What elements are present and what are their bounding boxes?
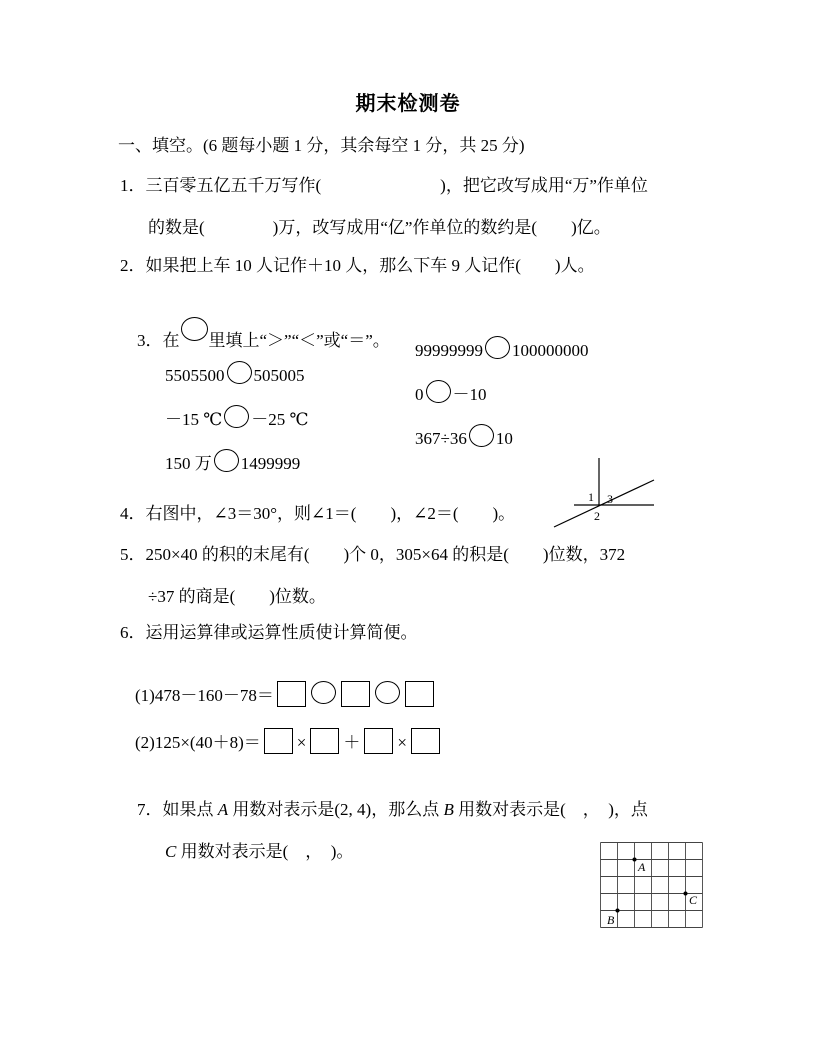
question-3-lead-before: 3．在: [137, 330, 180, 350]
point-c-label: C: [689, 893, 698, 907]
compare-left-b: 505005: [253, 365, 305, 385]
question-6-head: 6．运用运算律或运算性质使计算简便。: [120, 623, 418, 642]
blank-circle-icon: [426, 380, 451, 403]
compare-right-a: 99999999: [415, 341, 483, 360]
coordinate-grid: [600, 842, 704, 930]
compare-left-b: 1499999: [240, 453, 301, 473]
expression-1-prefix: (1)478－160－78＝: [135, 685, 274, 705]
point-a-label: A: [638, 860, 646, 874]
operator-multiply: ×: [296, 732, 307, 752]
compare-right-b: 10: [495, 429, 513, 448]
blank-circle-icon: [375, 681, 400, 704]
question-1-line-2: 的数是( )万，改写成用“亿”作单位的数约是( )亿。: [148, 218, 611, 237]
question-7-line-1: 7．如果点 A 用数对表示是(2, 4)，那么点 B 用数对表示是( ， )，点: [137, 799, 648, 819]
point-b-ref: B: [443, 799, 454, 819]
operator-multiply: ×: [397, 732, 407, 752]
comparison-right: [415, 424, 513, 452]
blank-circle-icon: [214, 449, 239, 472]
operator-plus: ＋: [343, 732, 361, 752]
blank-box-icon: [411, 728, 440, 754]
angle-3-label: 3: [607, 492, 613, 506]
angle-diagram: [552, 452, 656, 536]
question-7-line-2: C 用数对表示是( ， )。: [165, 841, 354, 861]
question-5-line-1: 5．250×40 的积的末尾有( )个 0，305×64 的积是( )位数，372: [120, 545, 626, 564]
comparison-right: [415, 380, 487, 408]
page-title: 期末检测卷: [355, 93, 461, 115]
point-b-dot: [616, 909, 620, 913]
angle-1-label: 1: [588, 490, 594, 504]
expression-2-prefix: (2)125×(40＋8)＝: [135, 732, 261, 752]
compare-right-a: 0: [415, 385, 424, 404]
point-c-dot: [684, 892, 688, 896]
blank-circle-icon: [485, 336, 510, 359]
blank-box-icon: [364, 728, 393, 754]
section-header: 一、填空。(6 题每小题 1 分，其余每空 1 分，共 25 分): [118, 136, 525, 155]
compare-left-b: －25 ℃: [251, 409, 309, 429]
point-a-dot: [633, 858, 637, 862]
angle-2-label: 2: [594, 509, 600, 523]
comparison-right: [415, 336, 589, 364]
compare-right-b: －10: [452, 385, 487, 404]
point-b-label: B: [607, 913, 615, 927]
question-6-expression-2: [118, 703, 443, 780]
question-2: 2．如果把上车 10 人记作＋10 人，那么下车 9 人记作( )人。: [120, 256, 595, 275]
blank-circle-icon: [311, 681, 336, 704]
point-c-ref: C: [165, 841, 177, 861]
compare-left-a: －15 ℃: [165, 409, 223, 429]
question-5-line-2: ÷37 的商是( )位数。: [148, 587, 326, 606]
compare-right-a: 367÷36: [415, 429, 467, 448]
question-4: 4．右图中，∠3＝30°，则∠1＝( )，∠2＝( )。: [120, 504, 516, 523]
compare-left-a: 150 万: [165, 453, 212, 473]
question-3-lead-after: 里填上“＞”“＜”或“＝”。: [208, 330, 390, 350]
compare-left-a: 5505500: [165, 365, 225, 385]
blank-box-icon: [310, 728, 339, 754]
blank-circle-icon: [469, 424, 494, 447]
point-a-ref: A: [217, 799, 229, 819]
blank-box-icon: [264, 728, 293, 754]
question-1-line-1: 1．三百零五亿五千万写作( )，把它改写成用“万”作单位: [120, 176, 648, 195]
compare-right-b: 100000000: [512, 341, 589, 360]
